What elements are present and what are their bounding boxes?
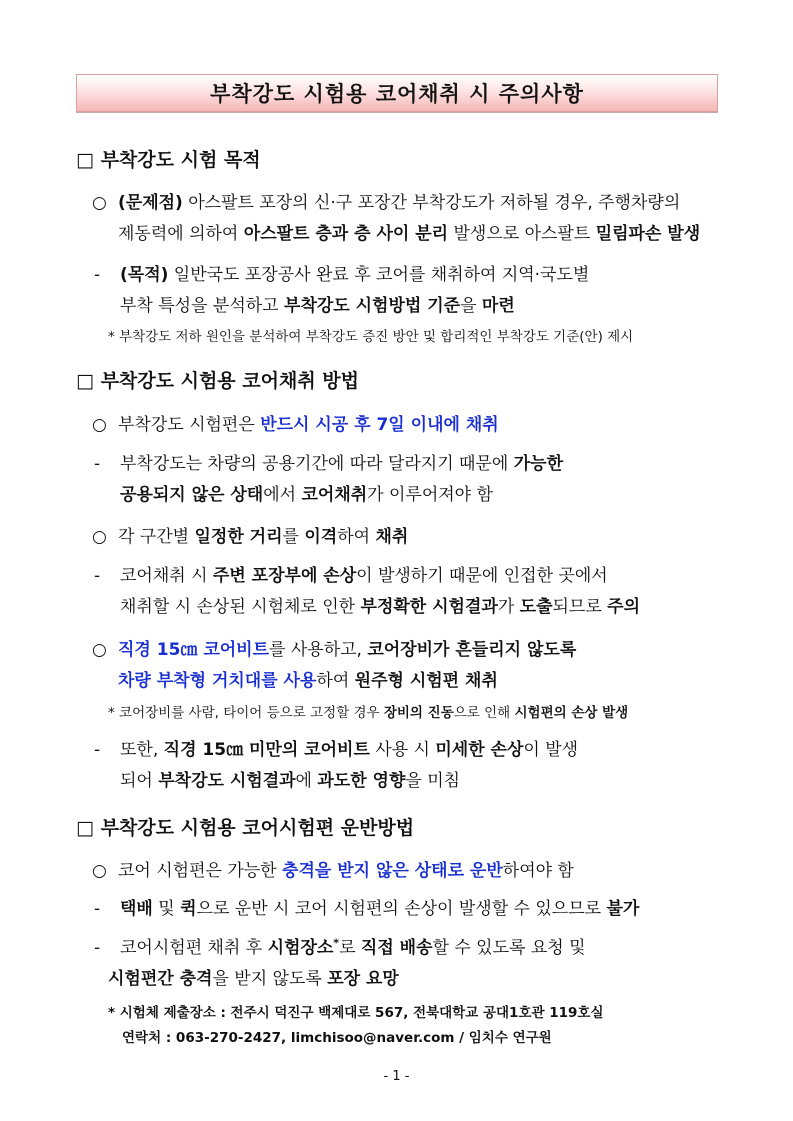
label-purpose: (목적) <box>120 265 169 285</box>
text: 코어채취 시 <box>120 566 213 586</box>
text: 할 수 있도록 요청 및 <box>432 938 586 958</box>
text: 부착강도 시험편은 <box>118 415 261 435</box>
bullet-marker: ○ <box>92 640 107 660</box>
emphasis-blue: 반드시 시공 후 7일 이내에 채취 <box>260 415 499 435</box>
text: 를 <box>282 527 305 547</box>
text: 코어 시험편은 가능한 <box>118 861 283 881</box>
text: 에 <box>295 771 318 791</box>
dash-purpose-line2 <box>120 291 515 316</box>
emphasis: 직접 배송 <box>360 938 433 958</box>
emphasis: 주의 <box>607 597 641 617</box>
bullet-marker: ○ <box>92 193 107 213</box>
section-heading-method: □ 부착강도 시험용 코어채취 방법 <box>76 370 360 392</box>
dash-direct-delivery-line1 <box>94 933 586 958</box>
text: 되므로 <box>552 597 608 617</box>
text: 코어시험편 채취 후 <box>120 938 268 958</box>
emphasis: 밀림파손 발생 <box>595 224 701 244</box>
dash-marker: - <box>94 454 101 474</box>
dash-unused-line2 <box>120 480 493 505</box>
text: 을 <box>460 296 482 316</box>
text: 일반국도 포장공사 완료 후 코어를 채취하여 지역·국도별 <box>168 265 590 285</box>
bullet-distance <box>92 522 408 547</box>
text: 되어 <box>120 771 159 791</box>
section-heading-purpose: □ 부착강도 시험 목적 <box>76 149 261 171</box>
bullet-within-7-days <box>92 410 499 435</box>
text: 을 받지 않도록 <box>212 969 328 989</box>
emphasis: 마련 <box>481 296 515 316</box>
emphasis: 미세한 손상 <box>435 740 524 760</box>
footnote-marker: * <box>333 936 340 950</box>
emphasis: 공용되지 않은 상태 <box>120 485 264 505</box>
bullet-marker: ○ <box>92 861 107 881</box>
text: 으로 인해 <box>453 705 515 721</box>
text: 사용 시 <box>369 740 436 760</box>
emphasis: 포장 요망 <box>327 969 399 989</box>
text: 부착 특성을 분석하고 <box>120 296 285 316</box>
text: 이 발생하기 때문에 인접한 곳에서 <box>356 566 608 586</box>
text: * 코어장비를 사람, 타이어 등으로 고정할 경우 <box>108 705 384 721</box>
text: 각 구간별 <box>118 527 195 547</box>
title-box <box>76 74 718 112</box>
text: 제동력에 의하여 <box>118 224 244 244</box>
emphasis: 코어장비가 흔들리지 않도록 <box>367 640 577 660</box>
emphasis: 퀵 <box>180 899 197 919</box>
text: 및 <box>152 899 181 919</box>
text: 가 이루어져야 함 <box>367 485 493 505</box>
emphasis-blue: 직경 15㎝ 코어비트 <box>118 640 270 660</box>
emphasis: 과도한 영향 <box>317 771 406 791</box>
bullet-no-impact <box>92 856 574 881</box>
bullet-core-bit-line1 <box>92 635 576 660</box>
dash-marker: - <box>94 265 101 285</box>
text: 발생으로 아스팔트 <box>448 224 596 244</box>
emphasis: 코어채취 <box>301 485 368 505</box>
dash-direct-delivery-line2 <box>108 964 399 989</box>
dash-unused-line1 <box>94 449 563 474</box>
note-purpose: * 부착강도 저하 원인을 분석하여 부착강도 증진 방안 및 합리적인 부착강도 기준(안) 제시 <box>108 329 634 345</box>
section-heading-transport: □ 부착강도 시험용 코어시험편 운반방법 <box>76 817 415 839</box>
text: 를 사용하고, <box>269 640 368 660</box>
text: 을 미침 <box>405 771 461 791</box>
bullet-core-bit-line2 <box>118 666 498 691</box>
dash-small-bit-line1 <box>94 735 578 760</box>
emphasis: 시험장소 <box>267 938 334 958</box>
text: 또한, <box>120 740 164 760</box>
bullet-marker: ○ <box>92 415 107 435</box>
emphasis: 원주형 시험편 채취 <box>354 671 498 691</box>
emphasis: 일정한 거리 <box>194 527 283 547</box>
dash-small-bit-line2 <box>120 766 460 791</box>
emphasis-blue: 충격을 받지 않은 상태로 운반 <box>282 861 503 881</box>
text: 이 발생 <box>523 740 579 760</box>
footnote-submission-place: * 시험체 제출장소 : 전주시 덕진구 백제대로 567, 전북대학교 공대1호관 119호실 <box>108 1005 604 1021</box>
emphasis: 시험편의 손상 발생 <box>514 705 629 721</box>
emphasis: 부정확한 시험결과 <box>360 597 498 617</box>
text: 으로 운반 시 코어 시험편의 손상이 발생할 수 있으므로 <box>196 899 607 919</box>
text: 에서 <box>263 485 302 505</box>
text: 가 <box>497 597 520 617</box>
emphasis: 장비의 진동 <box>383 705 454 721</box>
dash-marker: - <box>94 899 101 919</box>
text: 부착강도는 차량의 공용기간에 따라 달라지기 때문에 <box>120 454 514 474</box>
dash-no-courier <box>94 894 639 919</box>
emphasis: 도출 <box>519 597 553 617</box>
text: 하여 <box>316 671 355 691</box>
dash-damage-line1 <box>94 561 608 586</box>
emphasis: 직경 15㎝ 미만의 코어비트 <box>163 740 370 760</box>
label-problem: (문제점) <box>118 193 183 213</box>
page-number: - 1 - <box>383 1069 410 1084</box>
emphasis: 아스팔트 층과 층 사이 분리 <box>243 224 449 244</box>
text: 채취할 시 손상된 시험체로 인한 <box>120 597 361 617</box>
dash-marker: - <box>94 566 101 586</box>
emphasis: 가능한 <box>513 454 563 474</box>
emphasis: 택배 <box>120 899 153 919</box>
text: 아스팔트 포장의 신·구 포장간 부착강도가 저하될 경우, 주행차량의 <box>182 193 681 213</box>
emphasis: 부착강도 시험방법 기준 <box>284 296 461 316</box>
emphasis: 주변 포장부에 손상 <box>212 566 357 586</box>
note-vibration <box>108 701 628 721</box>
bullet-problem-line2 <box>118 219 700 244</box>
text: 하여야 함 <box>502 861 574 881</box>
emphasis: 채취 <box>375 527 409 547</box>
dash-marker: - <box>94 740 101 760</box>
dash-purpose-line1 <box>94 260 589 285</box>
bullet-problem-line1 <box>92 188 680 213</box>
text: 하여 <box>337 527 376 547</box>
emphasis: 불가 <box>606 899 640 919</box>
emphasis: 이격 <box>304 527 338 547</box>
footnote-contact: 연락처 : 063-270-2427, limchisoo@naver.com / 임치수 연구원 <box>122 1030 552 1046</box>
page-title: 부착강도 시험용 코어채취 시 주의사항 <box>210 82 584 106</box>
bullet-marker: ○ <box>92 527 107 547</box>
emphasis: 시험편간 충격 <box>108 969 213 989</box>
dash-marker: - <box>94 938 101 958</box>
emphasis: 부착강도 시험결과 <box>158 771 296 791</box>
emphasis-blue: 차량 부착형 거치대를 사용 <box>118 671 317 691</box>
text: 로 <box>339 938 361 958</box>
dash-damage-line2 <box>120 592 640 617</box>
